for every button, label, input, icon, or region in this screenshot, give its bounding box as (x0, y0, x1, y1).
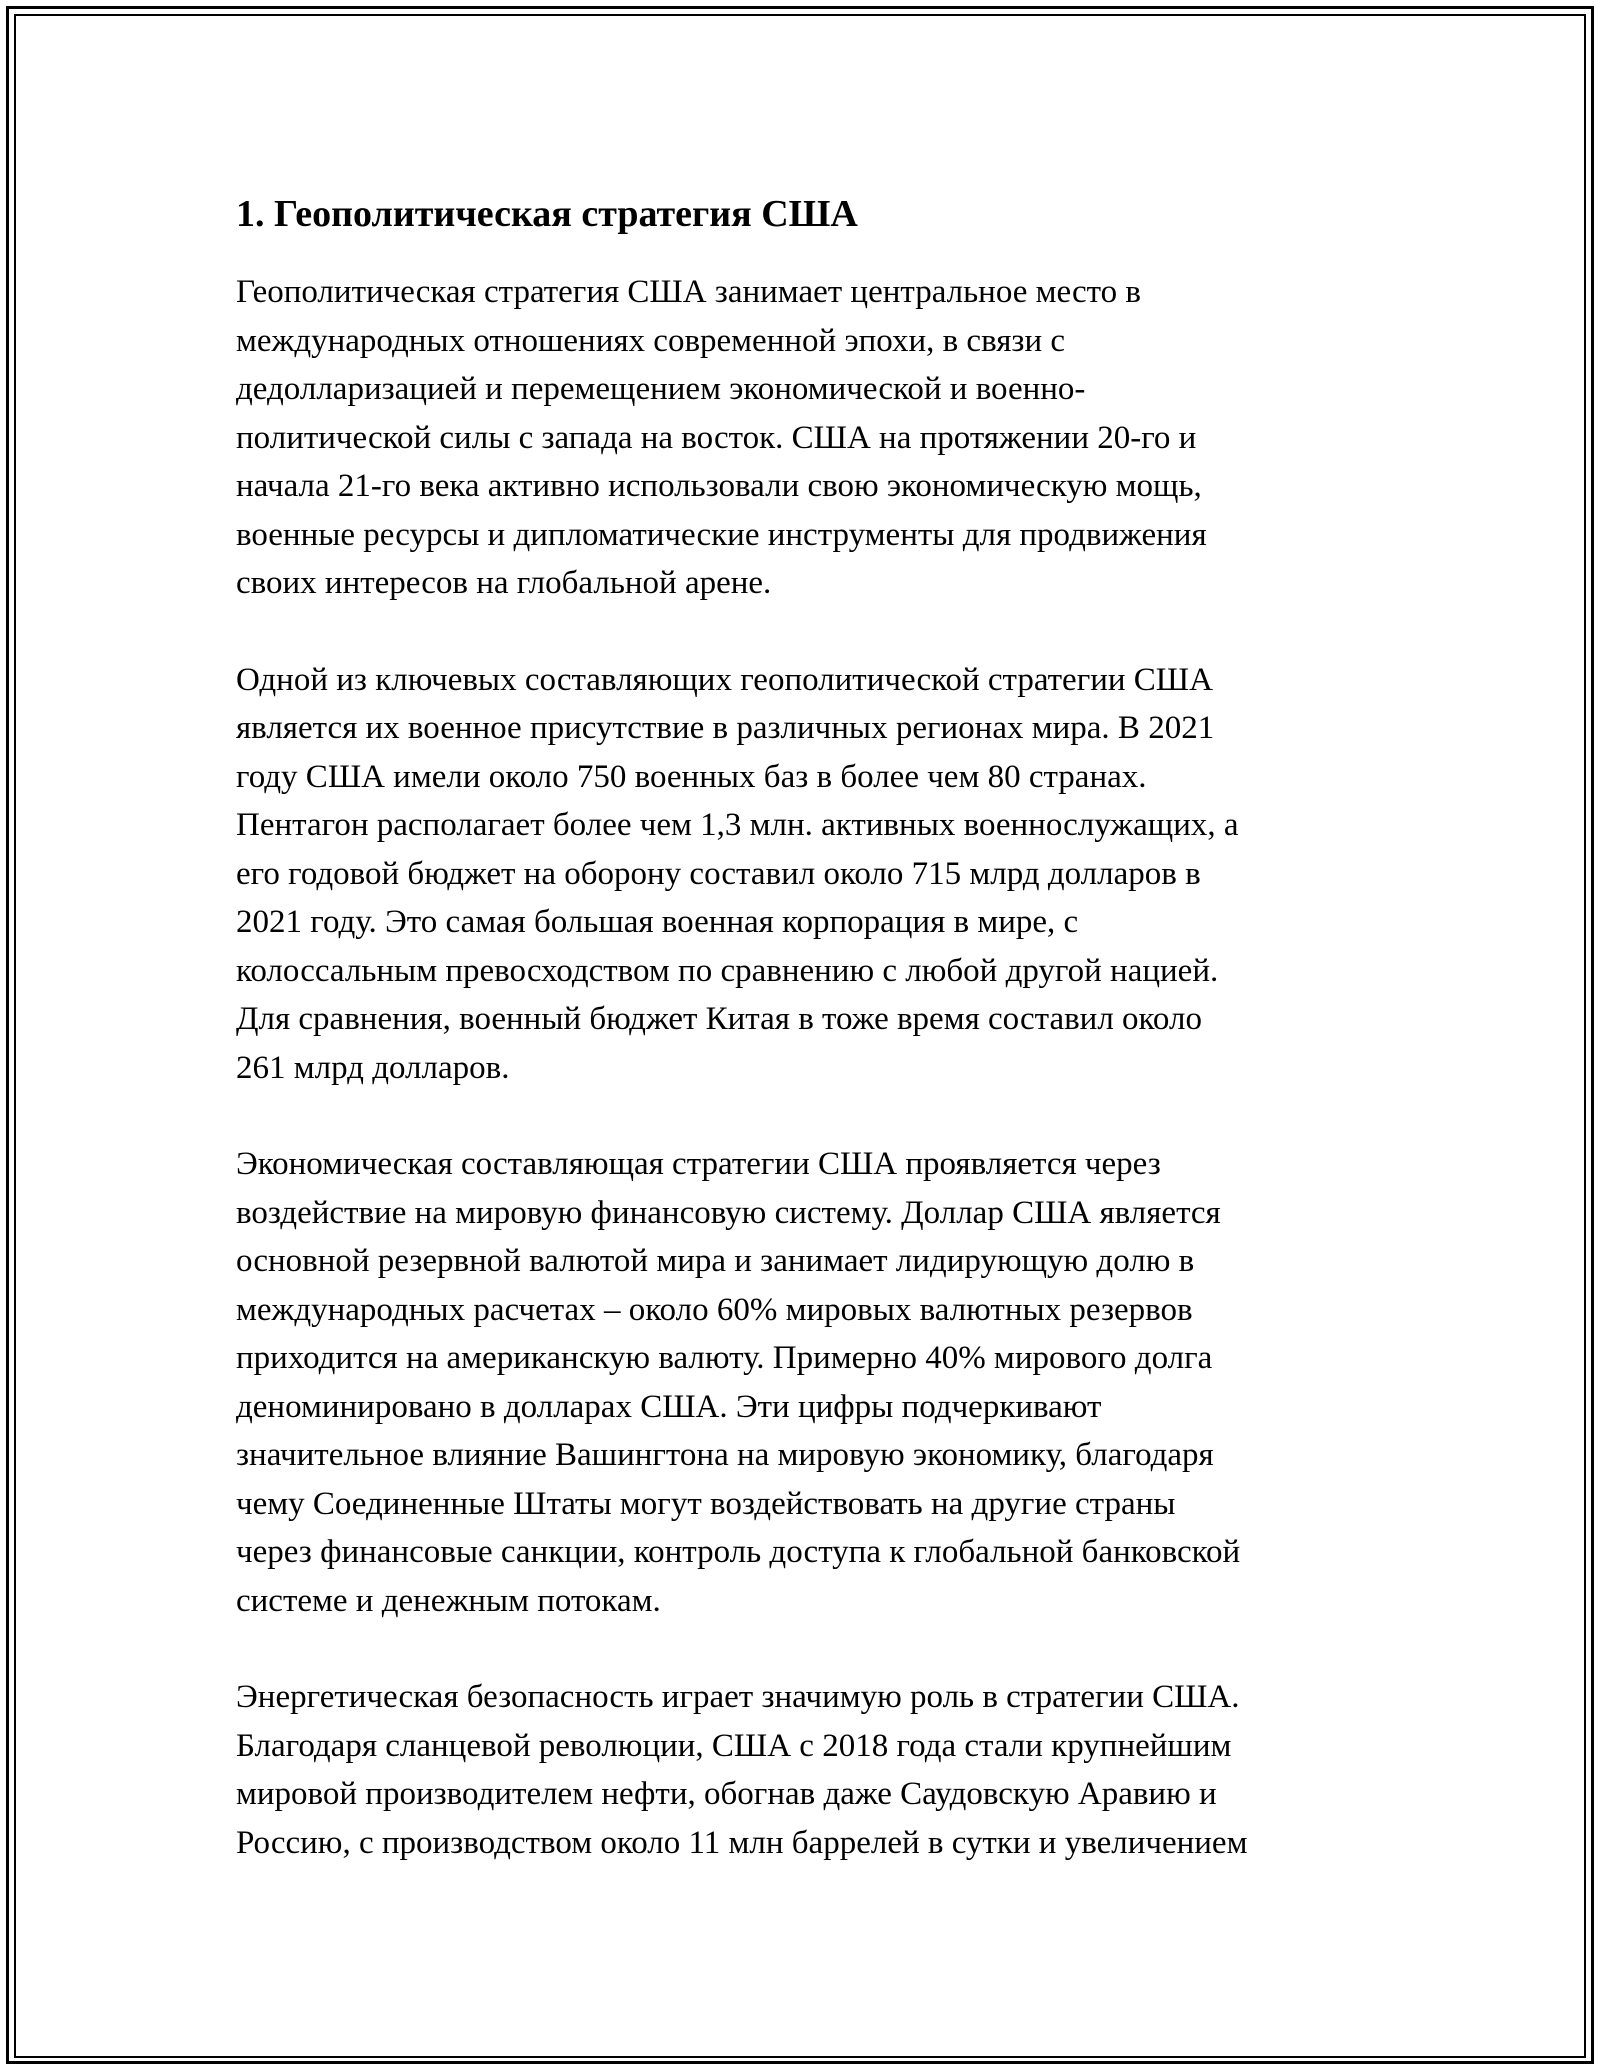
text-line: военные ресурсы и дипломатические инструменты для продвижения (236, 516, 1207, 553)
text-line: системе и денежным потокам. (236, 1582, 661, 1619)
text-line: Одной из ключевых составляющих геополитической стратегии США (236, 661, 1213, 698)
text-line: своих интересов на глобальной арене. (236, 565, 772, 601)
section-heading: 1. Геополитическая стратегия США (236, 193, 858, 235)
text-line: политической силы с запада на восток. США на протяжении 20-го и (236, 419, 1197, 456)
text-line: через финансовые санкции, контроль доступа к глобальной банковской (236, 1534, 1241, 1570)
text-line: Для сравнения, военный бюджет Китая в тоже время составил около (236, 1001, 1202, 1037)
text-line: дедолларизацией и перемещением экономической и военно- (236, 371, 1086, 407)
paragraph-energy (236, 1673, 1376, 1867)
text-line: мировой производителем нефти, обогнав даже Саудовскую Аравию и (236, 1776, 1217, 1812)
text-line: Россию, с производством около 11 млн баррелей в сутки и увеличением (236, 1824, 1248, 1861)
paragraph-economic (236, 1140, 1376, 1625)
text-line: колоссальным превосходством по сравнению с любой другой нацией. (236, 952, 1219, 989)
text-line: международных расчетах – около 60% мировых валютных резервов (236, 1291, 1193, 1328)
paragraph-intro (236, 268, 1376, 608)
document-body (236, 186, 1376, 1915)
text-line: чему Соединенные Штаты могут воздействовать на другие страны (236, 1485, 1176, 1522)
text-line: Пентагон располагает более чем 1,3 млн. активных военнослужащих, а (236, 807, 1239, 843)
text-line: Экономическая составляющая стратегии США проявляется через (236, 1146, 1161, 1182)
text-line: основной резервной валютой мира и занимает лидирующую долю в (236, 1243, 1195, 1279)
text-line: его годовой бюджет на оборону составил около 715 млрд долларов в (236, 855, 1201, 892)
text-line: деноминировано в долларах США. Эти цифры подчеркивают (236, 1388, 1102, 1425)
text-line: 2021 году. Это самая большая военная корпорация в мире, с (236, 904, 1079, 940)
text-line: приходится на американскую валюту. Примерно 40% мирового долга (236, 1340, 1213, 1376)
text-line: значительное влияние Вашингтона на мировую экономику, благодаря (236, 1437, 1214, 1473)
text-line: Энергетическая безопасность играет значимую роль в стратегии США. (236, 1679, 1240, 1715)
text-line: Благодаря сланцевой революции, США с 2018 года стали крупнейшим (236, 1727, 1232, 1764)
text-line: международных отношениях современной эпохи, в связи с (236, 322, 1065, 359)
text-line: Геополитическая стратегия США занимает центральное место в (236, 274, 1141, 310)
text-line: начала 21-го века активно использовали свою экономическую мощь, (236, 468, 1202, 504)
text-line: году США имели около 750 военных баз в более чем 80 странах. (236, 758, 1147, 795)
text-line: является их военное присутствие в различных регионах мира. В 2021 (236, 710, 1215, 746)
paragraph-military (236, 656, 1376, 1093)
text-line: 261 млрд долларов. (236, 1049, 510, 1086)
text-line: воздействие на мировую финансовую систему. Доллар США является (236, 1194, 1221, 1231)
